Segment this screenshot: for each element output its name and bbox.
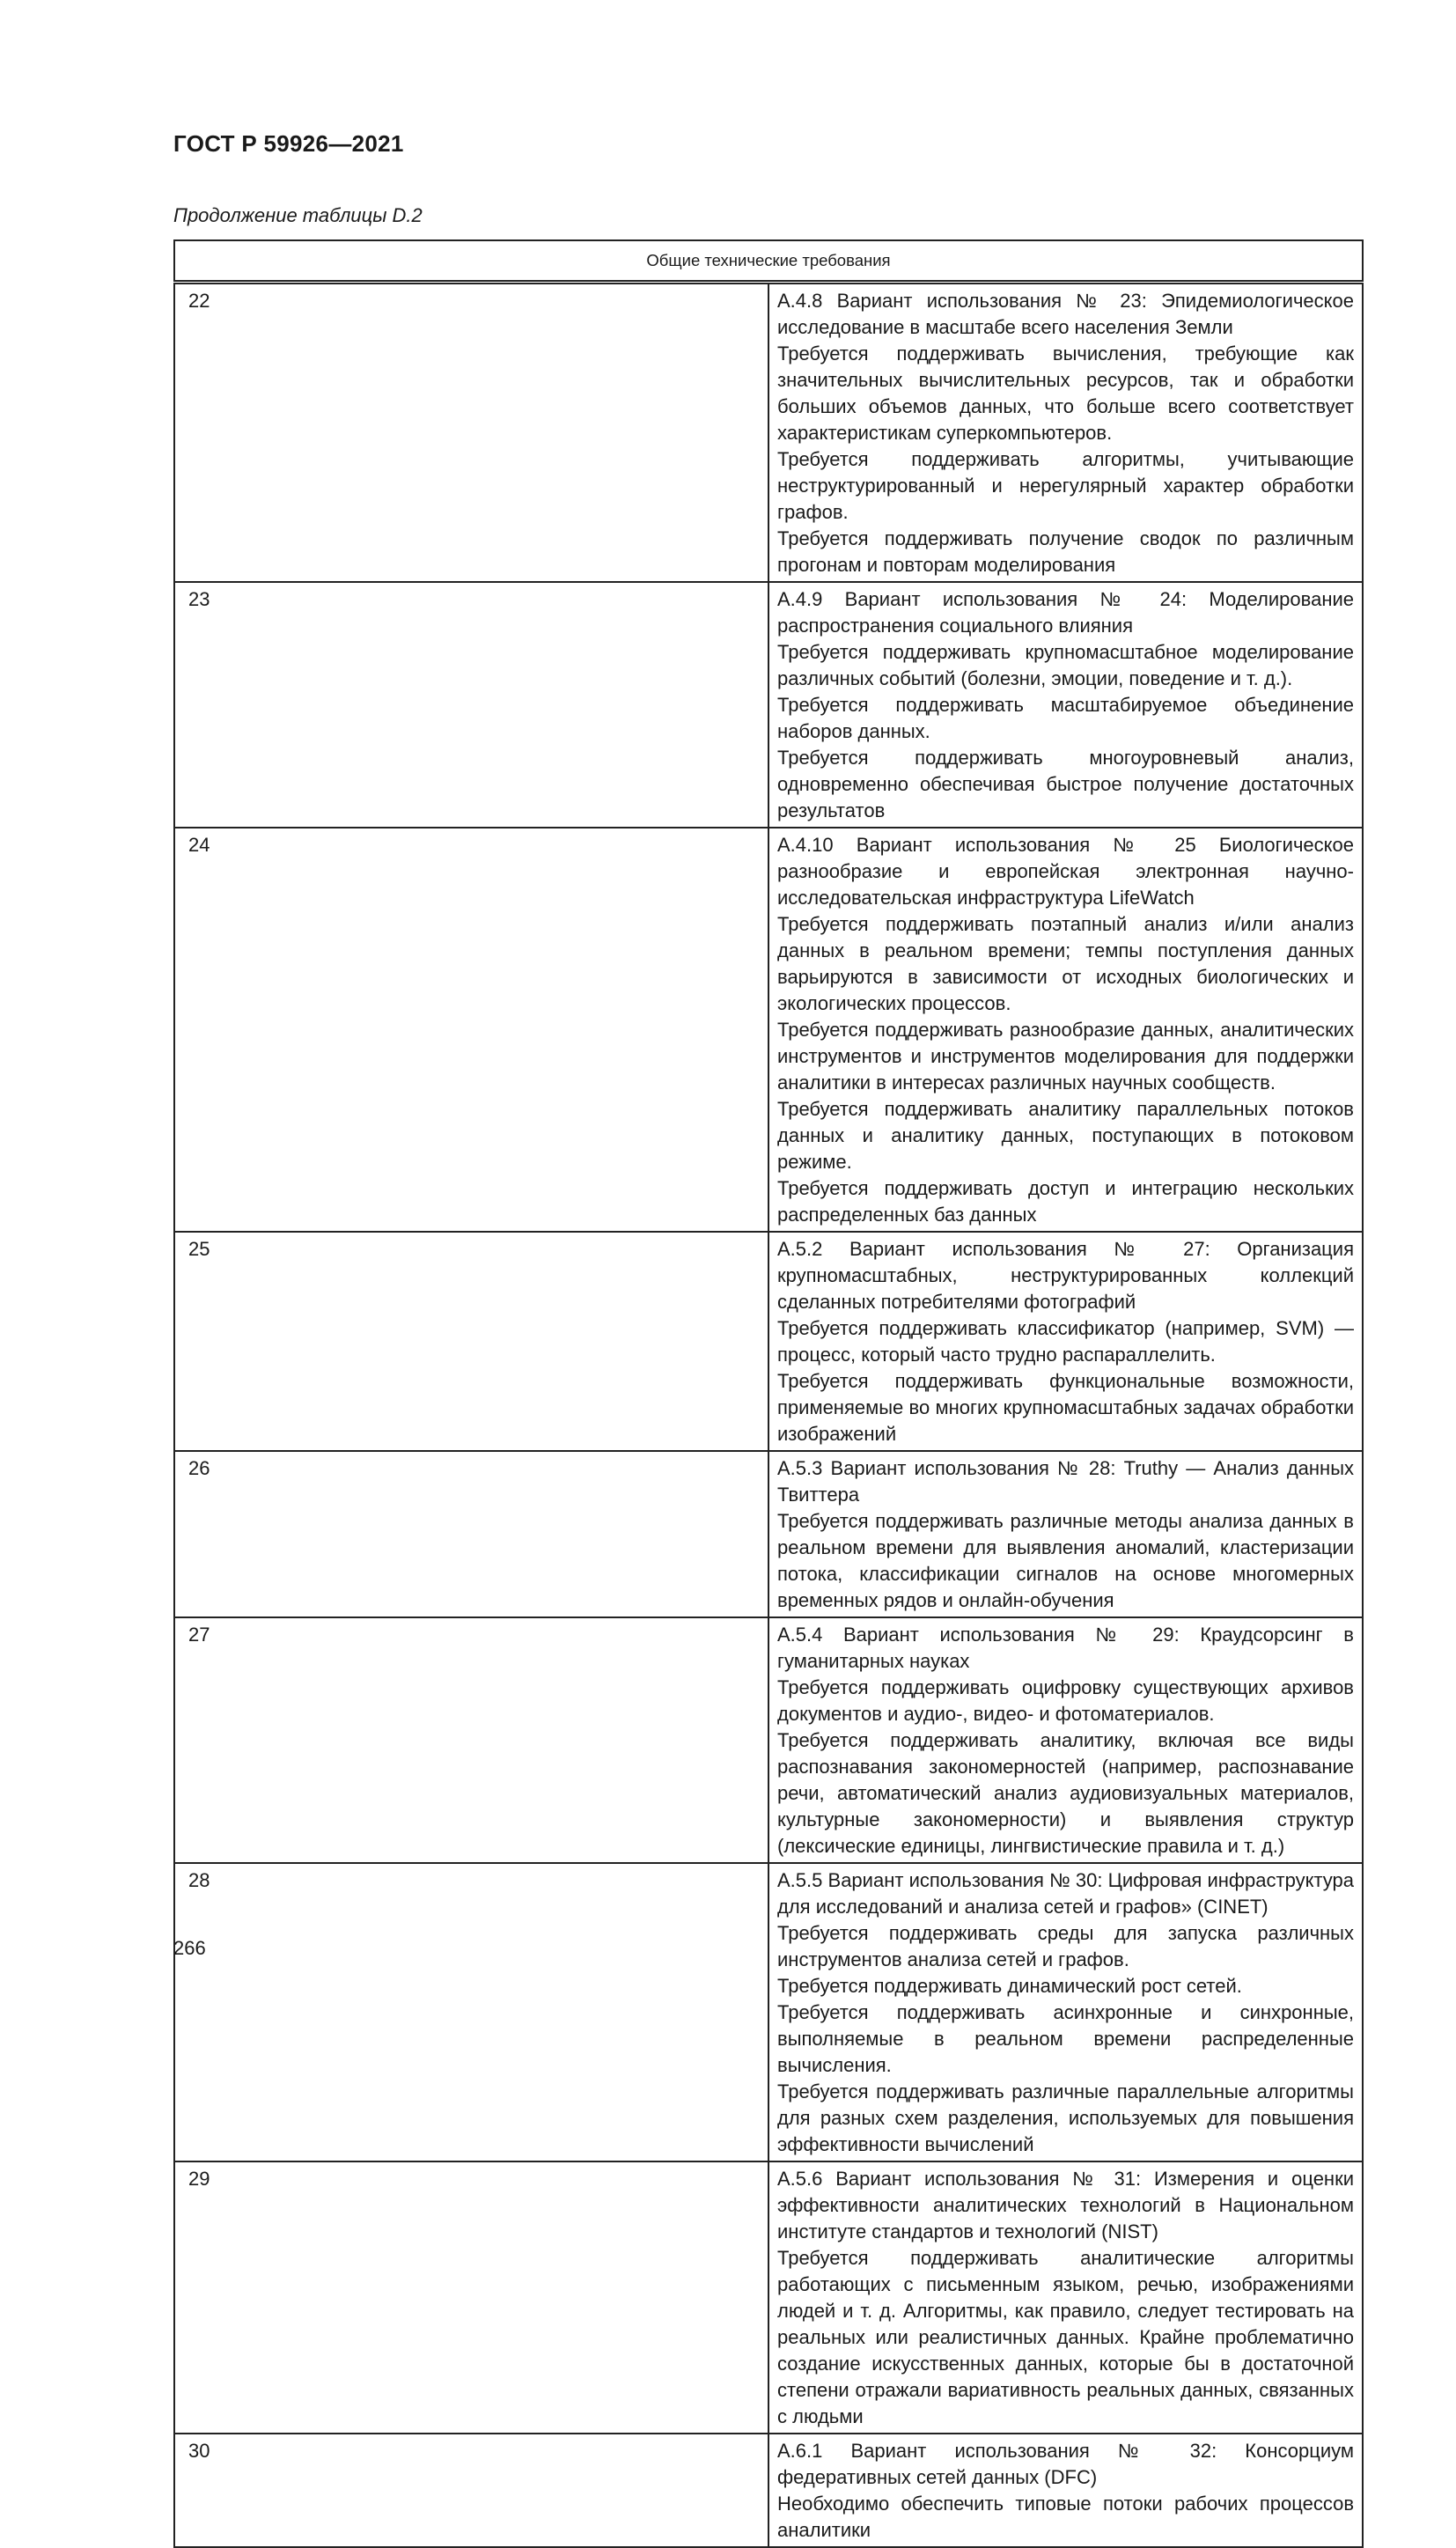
row-content [768,1617,1363,1863]
table-row [174,1451,1363,1617]
row-number: 26 [174,1451,768,1617]
table-row [174,1617,1363,1863]
table-row [174,828,1363,1232]
document-header: ГОСТ Р 59926—2021 [173,130,404,157]
row-content [768,2434,1363,2547]
table-row [174,1232,1363,1451]
use-case-title: А.5.4 Вариант использования № 29: Краудсорсинг в гуманитарных науках [777,1624,1354,1672]
table-body [174,283,1363,2548]
requirement-text: Требуется поддерживать поэтапный анализ и/или анализ данных в реальном времени; темпы поступления данных варьируются в зависимости от исходных биологических и экологических процессов. [777,913,1354,1014]
table-row [174,582,1363,828]
row-number: 25 [174,1232,768,1451]
requirements-table [173,239,1364,2548]
use-case-title: А.5.2 Вариант использования № 27: Организация крупномасштабных, неструктурированных коллекций сделанных потребителями фотографий [777,1238,1354,1313]
table-row [174,2434,1363,2547]
use-case-title: А.5.3 Вариант использования № 28: Truthy — Анализ данных Твиттера [777,1457,1354,1506]
use-case-title: А.4.9 Вариант использования № 24: Моделирование распространения социального влияния [777,588,1354,637]
table-row [174,1863,1363,2161]
use-case-title: А.5.6 Вариант использования № 31: Измерения и оценки эффективности аналитических технологий в Национальном институте стандартов и технологий (NIST) [777,2168,1354,2242]
requirement-text: Требуется поддерживать вычисления, требующие как значительных вычислительных ресурсов, так и обработки больших объемов данных, что больше всего соответствует характеристикам суперкомпьютеров. [777,342,1354,444]
row-number: 30 [174,2434,768,2547]
requirement-text: Требуется поддерживать разнообразие данных, аналитических инструментов и инструментов моделирования для поддержки аналитики в интересах различных научных сообществ. [777,1019,1354,1094]
requirement-text: Требуется поддерживать функциональные возможности, применяемые во многих крупномасштабных задачах обработки изображений [777,1370,1354,1445]
use-case-title: А.4.10 Вариант использования № 25 Биологическое разнообразие и европейская электронная научно-исследовательская инфраструктура LifeWatch [777,834,1354,909]
requirement-text: Требуется поддерживать асинхронные и синхронные, выполняемые в реальном времени распределенные вычисления. [777,2001,1354,2076]
row-content [768,283,1363,583]
table-caption: Продолжение таблицы D.2 [173,204,423,226]
requirement-text: Требуется поддерживать различные параллельные алгоритмы для разных схем разделения, используемых для повышения эффективности вычислений [777,2080,1354,2155]
use-case-title: А.4.8 Вариант использования № 23: Эпидемиологическое исследование в масштабе всего населения Земли [777,290,1354,338]
requirement-text: Требуется поддерживать аналитические алгоритмы работающих с письменным языком, речью, изображениями людей и т. д. Алгоритмы, как правило, следует тестировать на реальных или реалистичных данных. Крайне проблематично создание искусственных данных, которые бы в достаточной степени отражали вариативность реальных данных, связанных с людьми [777,2247,1354,2427]
requirement-text: Требуется поддерживать аналитику параллельных потоков данных и аналитику данных, поступающих в потоковом режиме. [777,1098,1354,1173]
row-number: 29 [174,2161,768,2434]
row-content [768,1232,1363,1451]
requirement-text: Требуется поддерживать динамический рост сетей. [777,1975,1242,1997]
requirement-text: Требуется поддерживать крупномасштабное моделирование различных событий (болезни, эмоции, поведение и т. д.). [777,641,1354,689]
requirement-text: Требуется поддерживать доступ и интеграцию нескольких распределенных баз данных [777,1177,1354,1226]
table-header-row [174,240,1363,283]
row-content [768,1863,1363,2161]
table-row [174,2161,1363,2434]
row-content [768,582,1363,828]
requirement-text: Требуется поддерживать аналитику, включая все виды распознавания закономерностей (например, распознавание речи, автоматический анализ аудиовизуальных материалов, культурные закономерности) и выявления структур (лексические единицы, лингвистические правила и т. д.) [777,1729,1354,1857]
use-case-title: А.5.5 Вариант использования № 30: Цифровая инфраструктура для исследований и анализа сетей и графов» (CINET) [777,1869,1354,1918]
row-content [768,828,1363,1232]
page-number: 266 [173,1937,206,1959]
requirement-text: Требуется поддерживать получение сводок по различным прогонам и повторам моделирования [777,527,1354,576]
row-number: 23 [174,582,768,828]
requirement-text: Требуется поддерживать алгоритмы, учитывающие неструктурированный и нерегулярный характер обработки графов. [777,448,1354,523]
table-header: Общие технические требования [174,240,1363,283]
row-number: 27 [174,1617,768,1863]
row-number: 28 [174,1863,768,2161]
use-case-title: А.6.1 Вариант использования № 32: Консорциум федеративных сетей данных (DFC) [777,2440,1354,2488]
requirement-text: Требуется поддерживать масштабируемое объединение наборов данных. [777,694,1354,742]
table-row [174,283,1363,583]
requirement-text: Требуется поддерживать различные методы анализа данных в реальном времени для выявления аномалий, кластеризации потока, классификации сигналов на основе многомерных временных рядов и онлайн-обучения [777,1510,1354,1611]
requirement-text: Необходимо обеспечить типовые потоки рабочих процессов аналитики [777,2493,1354,2541]
requirement-text: Требуется поддерживать среды для запуска различных инструментов анализа сетей и графов. [777,1922,1354,1970]
requirement-text: Требуется поддерживать многоуровневый анализ, одновременно обеспечивая быстрое получение достаточных результатов [777,747,1354,821]
row-content [768,1451,1363,1617]
row-number: 24 [174,828,768,1232]
row-number: 22 [174,283,768,583]
requirement-text: Требуется поддерживать классификатор (например, SVM) — процесс, который часто трудно распараллелить. [777,1317,1354,1366]
row-content [768,2161,1363,2434]
requirement-text: Требуется поддерживать оцифровку существующих архивов документов и аудио-, видео- и фотоматериалов. [777,1676,1354,1725]
